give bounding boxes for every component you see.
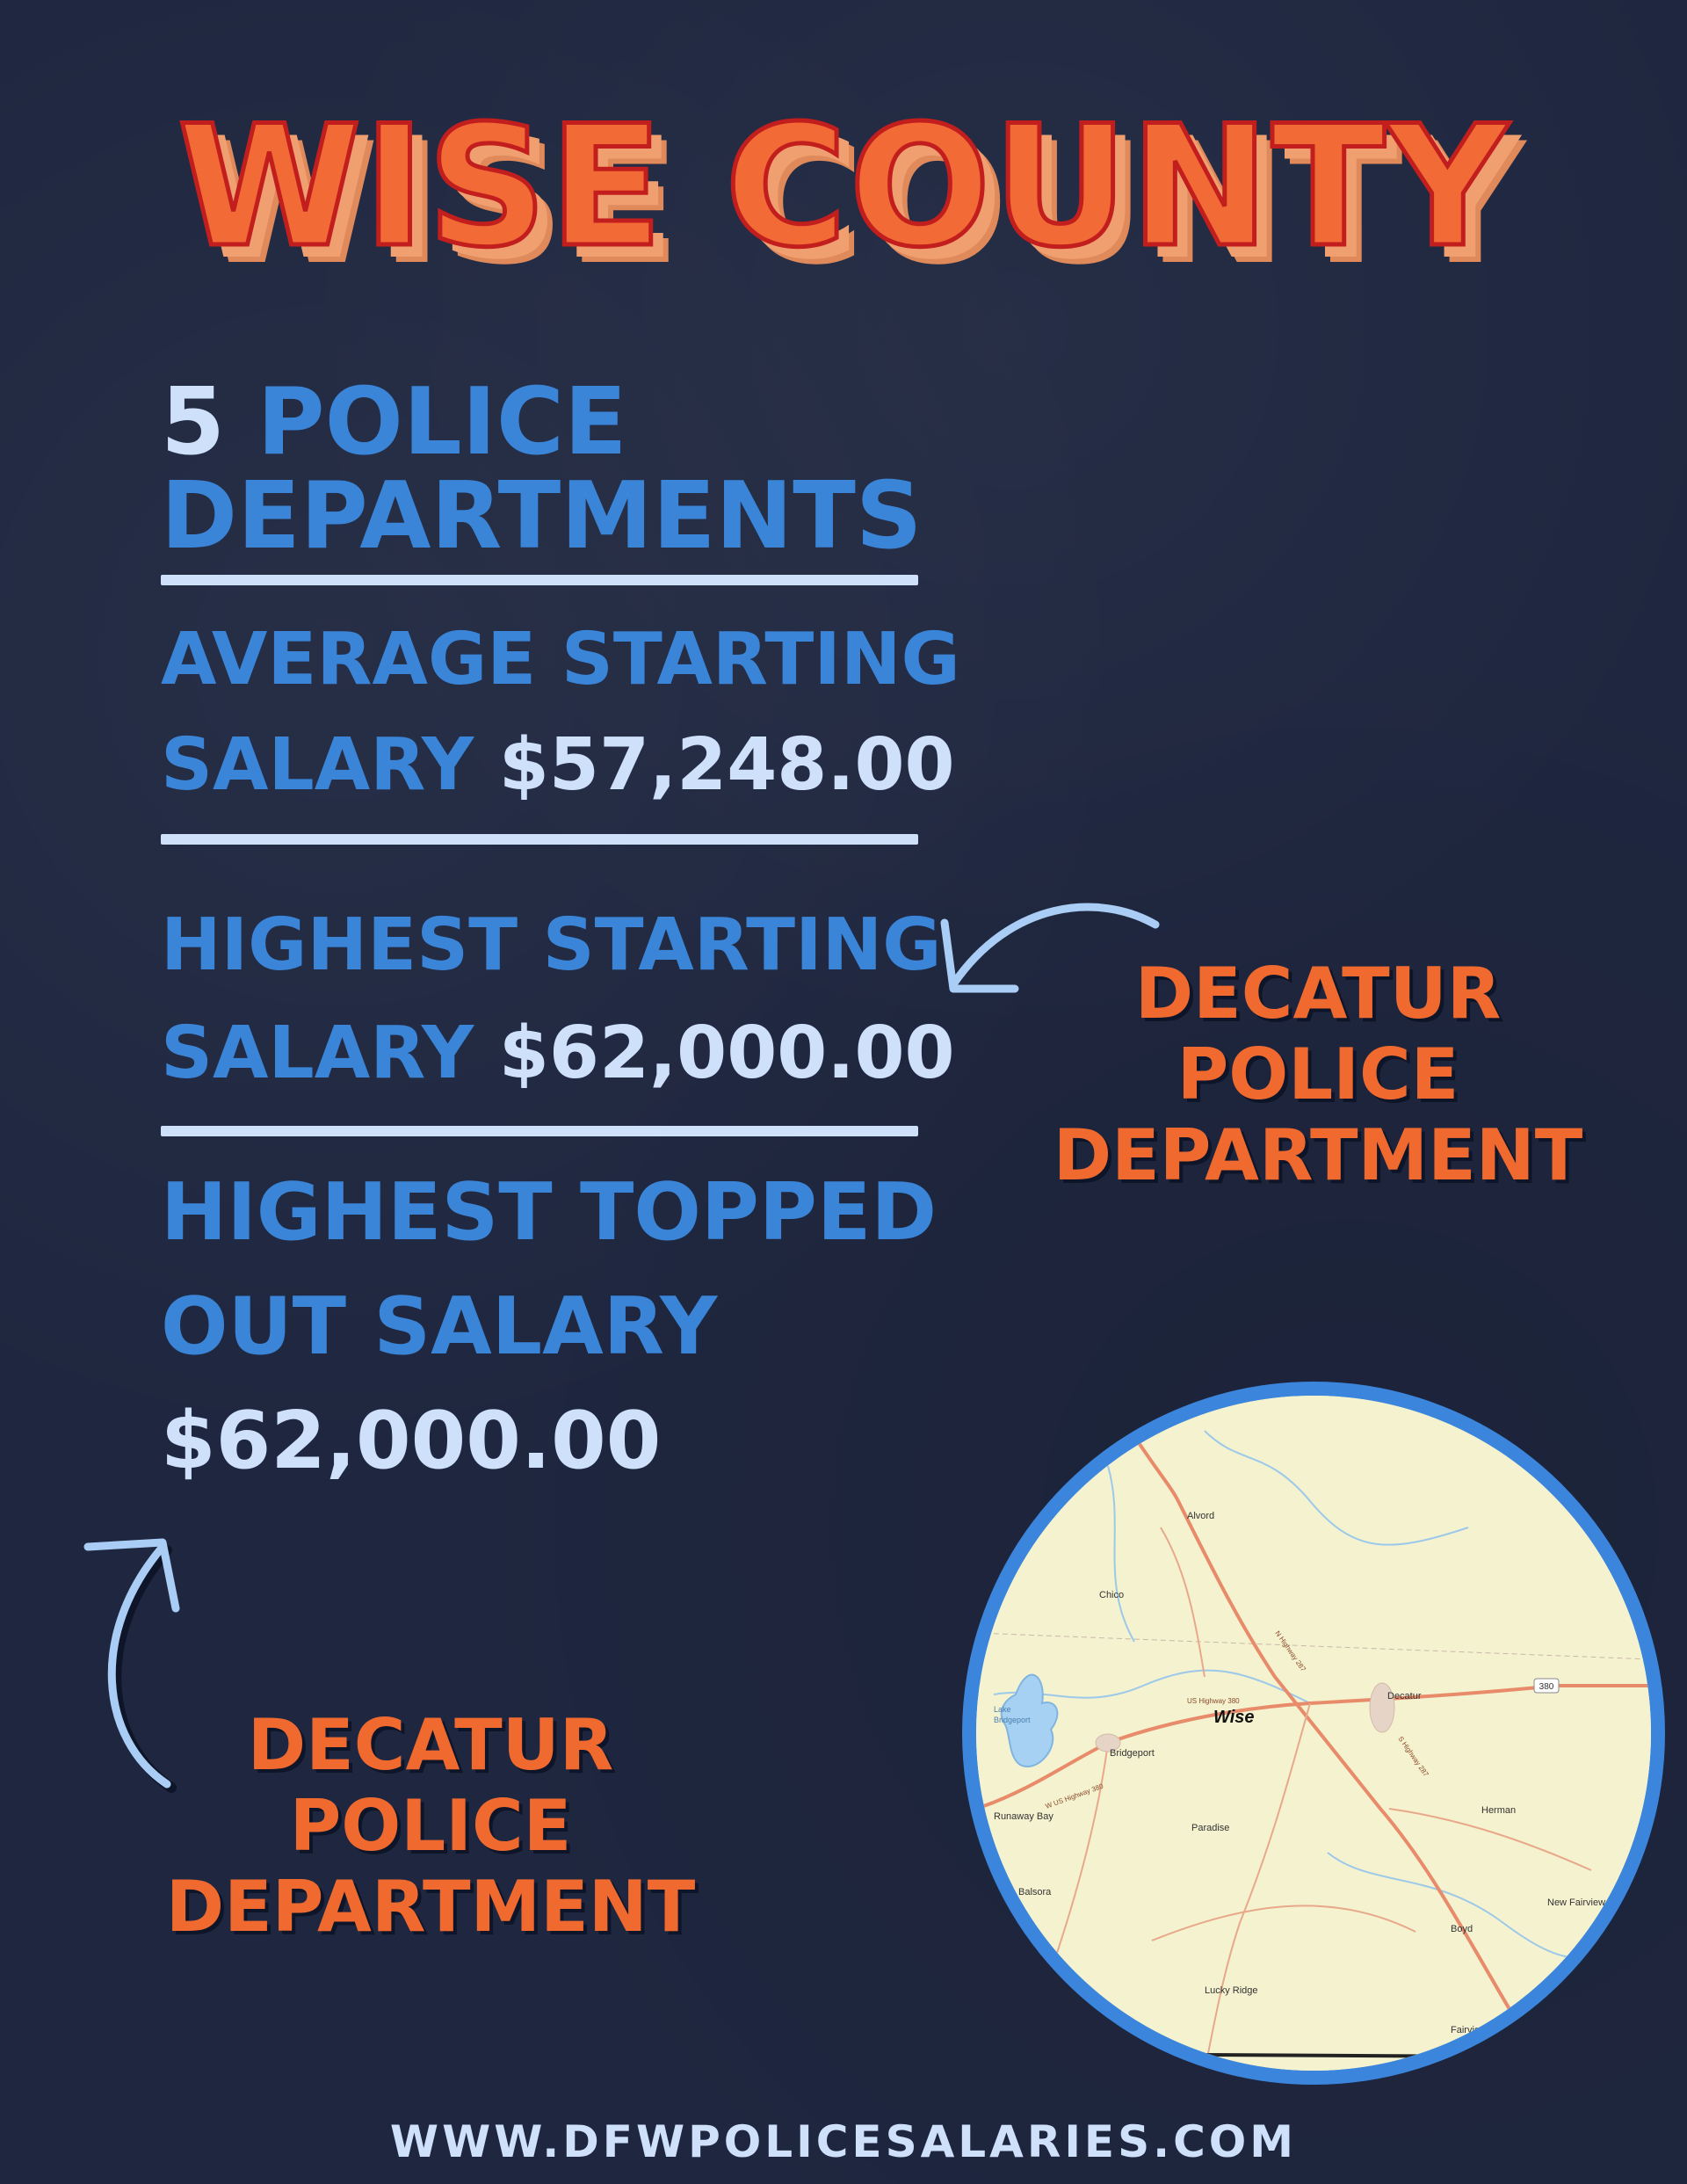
map-label-herman: Herman bbox=[1481, 1805, 1517, 1816]
highest-start-line2: SALARY bbox=[161, 1012, 474, 1095]
departments-count: 5 bbox=[161, 368, 226, 475]
map-label-county: Wise bbox=[1213, 1708, 1255, 1727]
map-svg bbox=[976, 1396, 1651, 2071]
departments-heading bbox=[161, 368, 627, 475]
departments-line1: POLICE bbox=[257, 368, 627, 475]
highest-top-line1: HIGHEST TOPPED bbox=[161, 1166, 938, 1259]
divider bbox=[161, 834, 918, 845]
callout-right-line1: DECATUR bbox=[1134, 953, 1502, 1034]
map-highway-label-w-us380: W US Highway 380 bbox=[1044, 1781, 1104, 1810]
route-shield-380-label: 380 bbox=[1539, 1682, 1554, 1692]
map-highway-label-s287: S Highway 287 bbox=[1396, 1734, 1430, 1779]
route-shield-81 bbox=[1108, 1397, 1129, 1411]
route-shield-380 bbox=[1534, 1679, 1559, 1693]
map-label-bridgeport: Bridgeport bbox=[1110, 1748, 1155, 1759]
map-label-alvord: Alvord bbox=[1187, 1511, 1215, 1521]
highest-top-line2: OUT SALARY bbox=[161, 1281, 718, 1373]
map-label-balsora: Balsora bbox=[1018, 1887, 1052, 1897]
avg-label-line2: SALARY bbox=[161, 723, 474, 807]
route-shield-81-label: 81 bbox=[1113, 1401, 1124, 1411]
avg-salary-row bbox=[161, 723, 955, 807]
highest-top-value: $62,000.00 bbox=[161, 1395, 662, 1487]
map-label-boyd: Boyd bbox=[1451, 1924, 1473, 1934]
map-label-chico: Chico bbox=[1099, 1590, 1125, 1600]
highest-start-value: $62,000.00 bbox=[498, 1012, 955, 1095]
callout-right-line2: POLICE bbox=[1177, 1034, 1459, 1115]
callout-left-line3: DEPARTMENT bbox=[165, 1866, 696, 1948]
callout-decatur-left bbox=[149, 1705, 712, 1948]
callout-left-line2: POLICE bbox=[289, 1785, 572, 1867]
callout-decatur-right bbox=[1037, 954, 1599, 1196]
map-label-paradise: Paradise bbox=[1191, 1823, 1230, 1833]
map-highway-label-us380: US Highway 380 bbox=[1187, 1697, 1240, 1705]
callout-left-line1: DECATUR bbox=[247, 1704, 614, 1786]
map-label-decatur: Decatur bbox=[1387, 1691, 1422, 1701]
map-label-fairview: Fairview bbox=[1451, 2025, 1487, 2035]
callout-right-line3: DEPARTMENT bbox=[1053, 1114, 1583, 1196]
avg-salary-value: $57,248.00 bbox=[498, 723, 955, 807]
county-map bbox=[962, 1382, 1665, 2085]
map-highway-label-n287: N Highway 287 bbox=[1273, 1629, 1307, 1673]
map-label-lake-line1: Lake bbox=[994, 1705, 1011, 1714]
page-title: WISE COUNTY bbox=[177, 90, 1510, 284]
map-label-lake-line2: Bridgeport bbox=[994, 1716, 1031, 1724]
departments-line2: DEPARTMENTS bbox=[161, 462, 923, 570]
map-label-runaway-bay: Runaway Bay bbox=[994, 1811, 1053, 1822]
divider bbox=[161, 1126, 918, 1136]
divider bbox=[161, 575, 918, 585]
highest-start-row bbox=[161, 1012, 955, 1095]
footer-url: WWW.DFWPOLICESALARIES.COM bbox=[389, 2116, 1298, 2167]
map-label-new-fairview: New Fairview bbox=[1547, 1897, 1606, 1908]
avg-label-line1: AVERAGE STARTING bbox=[161, 618, 960, 701]
map-label-lucky-ridge: Lucky Ridge bbox=[1205, 1985, 1258, 1996]
highest-start-line1: HIGHEST STARTING bbox=[161, 903, 942, 987]
